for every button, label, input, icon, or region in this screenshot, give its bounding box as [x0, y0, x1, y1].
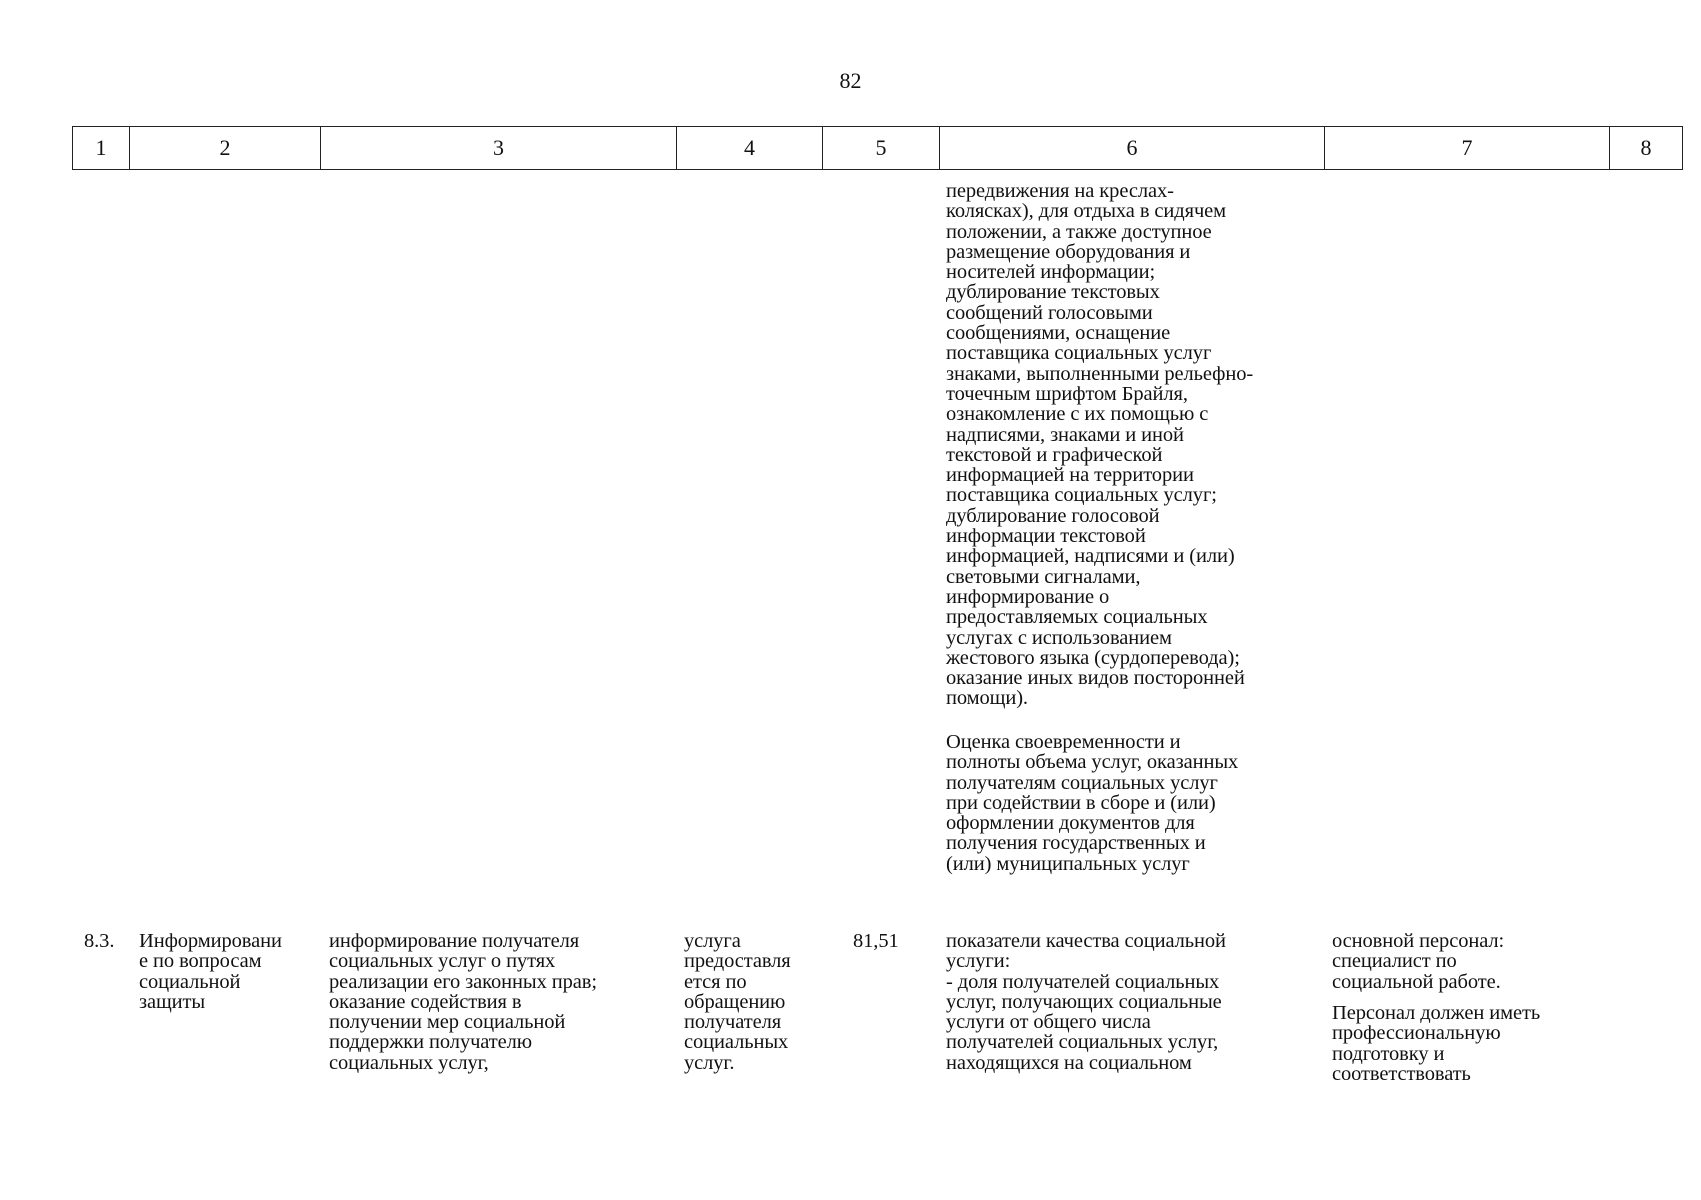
header-cell-4: 4 — [677, 127, 823, 170]
row-8-3-service-description: информирование получателя социальных услуг о путях реализации его законных прав; оказание содействия в получении мер социальной поддержки получателю социальных услуг, — [329, 930, 597, 1074]
header-cell-8: 8 — [1610, 127, 1683, 170]
header-row — [73, 127, 1683, 170]
row-8-3-quality-indicators: показатели качества социальной услуги: - доля получателей социальных услуг, получающих социальные услуги от общего числа получателей социальных услуг, находящихся на социальном — [946, 930, 1226, 1074]
header-cell-5: 5 — [823, 127, 940, 170]
header-cell-1: 1 — [73, 127, 130, 170]
header-cell-3: 3 — [321, 127, 677, 170]
header-cell-6: 6 — [940, 127, 1325, 170]
continuation-col6-evaluation-text: Оценка своевременности и полноты объема услуг, оказанных получателям социальных услуг при содействии в сборе и (или) оформлении документов для получения государственных и (или) муниципальных услуг — [946, 731, 1239, 875]
header-cell-2: 2 — [130, 127, 321, 170]
row-8-3-service-name: Информировани е по вопросам социальной защиты — [139, 930, 282, 1013]
row-8-3-tariff: 81,51 — [853, 930, 899, 952]
row-8-3-staff: основной персонал: специалист по социальной работе. — [1332, 930, 1505, 993]
page-number: 82 — [839, 68, 862, 93]
continuation-col6-accessibility-text: передвижения на креслах- колясках), для отдыха в сидячем положении, а также доступное размещение оборудования и носителей информации; дублирование текстовых сообщений голосовыми сообщениями, оснащение поставщика социальных услуг знаками, выполненными рельефно- точечным шрифтом Брайля, ознакомление с их помощью с надписями, знаками и иной текстовой и графической информацией на территории поставщика социальных услуг; дублирование голосовой информации текстовой информацией, надписями и (или) световыми сигналами, информирование о предоставляемых социальных услугах с использованием жестового языка (сурдоперевода); оказание иных видов посторонней помощи). — [946, 180, 1254, 710]
header-cell-7: 7 — [1325, 127, 1610, 170]
row-8-3-staff-requirements: Персонал должен иметь профессиональную подготовку и соответствовать — [1332, 1002, 1541, 1085]
row-8-3-number: 8.3. — [84, 930, 115, 952]
row-8-3-provision-conditions: услуга предоставля ется по обращению получателя социальных услуг. — [684, 930, 791, 1074]
column-number-header-table — [72, 126, 1683, 170]
